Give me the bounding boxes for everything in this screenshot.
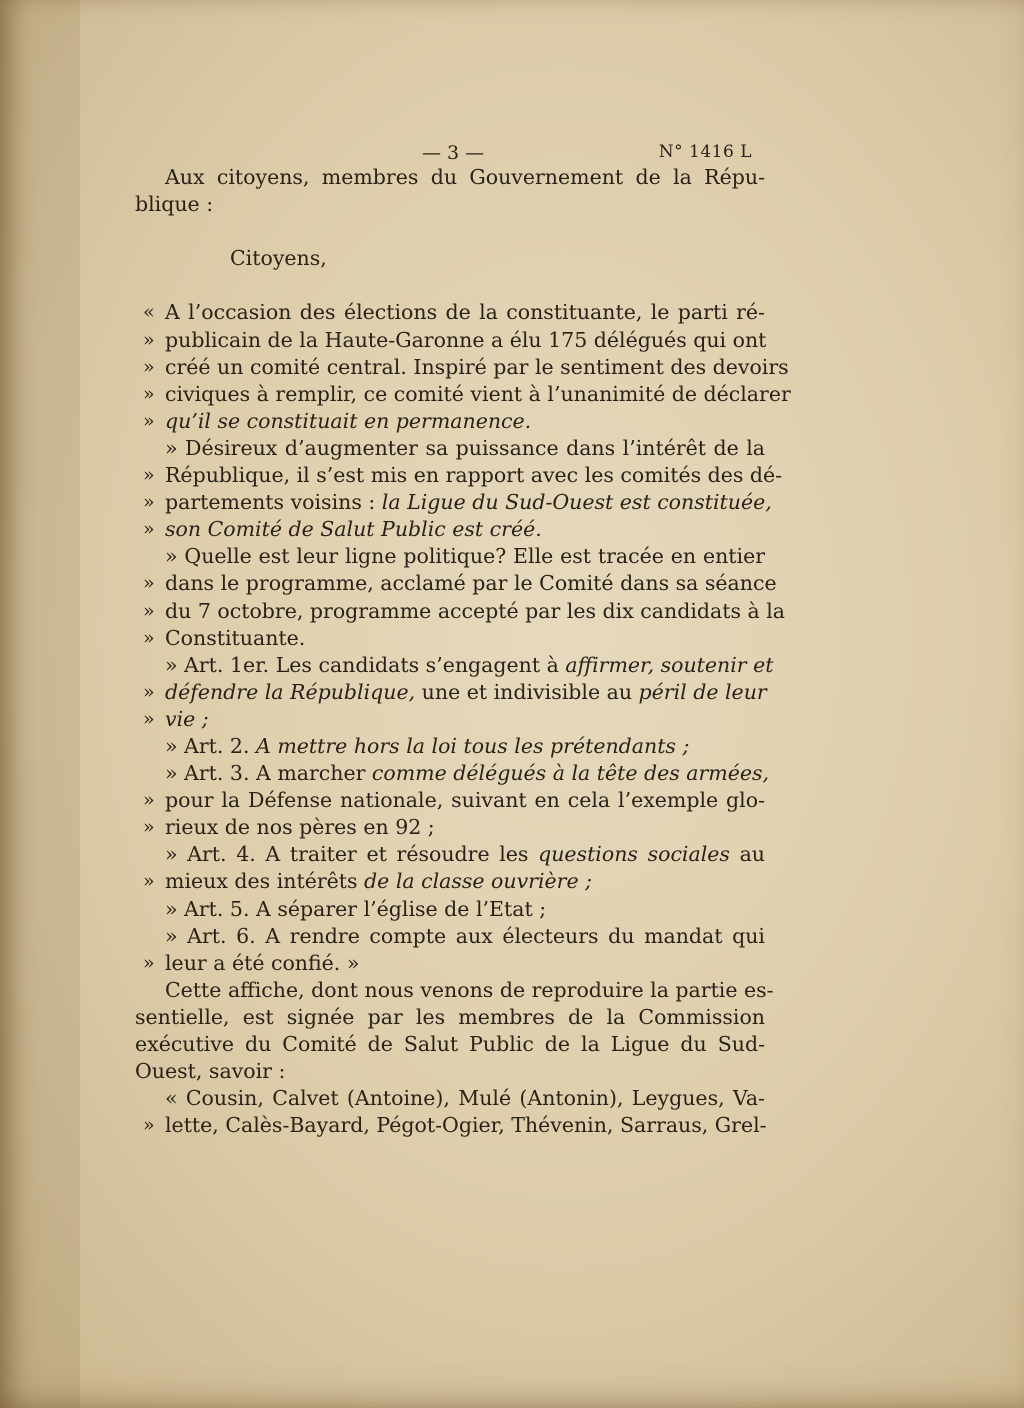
roman-text: blique : (135, 192, 214, 217)
italic-text: la Ligue du Sud-Ouest est constituée, (381, 490, 772, 515)
quote-mark: » (143, 518, 155, 541)
quote-mark: » (143, 1114, 155, 1137)
roman-text: du 7 octobre, programme accepté par les dix candidats à la (165, 598, 786, 623)
roman-text: exécutive du Comité de Salut Public de la Ligue du Sud- (135, 1032, 765, 1056)
text-line (135, 841, 765, 868)
roman-text: » Art. 5. A séparer l’église de l’Etat ; (165, 896, 547, 921)
line-content (165, 435, 765, 462)
text-line (135, 245, 765, 272)
text-line (135, 598, 786, 625)
text-line (135, 868, 765, 895)
quote-mark: » (143, 707, 155, 730)
roman-text: » Art. 3. A marcher (165, 761, 372, 786)
line-content (135, 1031, 765, 1058)
text-line (135, 516, 765, 543)
roman-text: République, il s’est mis en rapport avec les comités des dé- (165, 463, 783, 488)
page-number: — 3 — (422, 142, 485, 164)
italic-text: défendre la République, (165, 679, 416, 704)
text-line (135, 381, 791, 408)
text-line (135, 543, 765, 570)
quote-mark: » (143, 870, 155, 893)
line-content (165, 570, 777, 597)
italic-text: A mettre hors la loi tous les prétendants ; (256, 733, 690, 758)
italic-text: vie ; (165, 706, 209, 731)
roman-text: » Art. 4. A traiter et résoudre les (165, 842, 539, 867)
roman-text: Cette affiche, dont nous venons de reproduire la partie es- (165, 977, 774, 1002)
text-line (135, 1058, 765, 1085)
text-line (135, 787, 765, 814)
text-line (135, 1031, 765, 1058)
quote-mark: » (143, 572, 155, 595)
roman-text: partements voisins : (165, 490, 382, 515)
roman-text: pour la Défense nationale, suivant en cela l’exemple glo- (165, 788, 765, 813)
line-content (165, 626, 305, 650)
text-line (135, 625, 765, 652)
line-content (165, 462, 783, 489)
roman-text: » Art. 1er. Les candidats s’engagent à (165, 652, 566, 677)
line-content (165, 679, 765, 706)
roman-text: une et indivisible au (415, 679, 639, 704)
line-content (135, 192, 213, 216)
italic-text: comme délégués à la tête des armées, (371, 761, 770, 786)
line-content (165, 164, 765, 191)
line-content (165, 327, 765, 354)
line-content (165, 543, 765, 570)
text-line (135, 570, 777, 597)
italic-text: qu’il se constituait en permanence. (165, 408, 532, 433)
text-line (135, 1085, 765, 1112)
roman-text: « Cousin, Calvet (Antoine), Mulé (Antonin), Leygues, Va- (165, 1086, 765, 1111)
text-line (135, 164, 765, 191)
page-edge-stain (0, 0, 80, 1408)
roman-text: sentielle, est signée par les membres de la Commission (135, 1004, 765, 1029)
line-content (165, 815, 435, 839)
text-line (135, 706, 765, 733)
quote-mark: » (143, 382, 155, 405)
body-text (135, 164, 791, 1139)
roman-text: dans le programme, acclamé par le Comité dans sa séance (165, 571, 777, 596)
roman-text: Ouest, savoir : (135, 1059, 286, 1084)
roman-text: » Art. 6. A rendre compte aux électeurs du mandat qui (165, 923, 765, 948)
text-line (135, 923, 765, 950)
line-content (165, 760, 770, 787)
text-line (135, 814, 765, 841)
line-content (165, 489, 772, 516)
text-line (135, 299, 765, 326)
italic-text: questions sociales (538, 842, 730, 867)
italic-text: de la classe ouvrière ; (364, 869, 593, 894)
roman-text: Aux citoyens, membres du Gouvernement de la Répu- (165, 165, 765, 189)
roman-text: lette, Calès-Bayard, Pégot-Ogier, Thévenin, Sarraus, Grel- (165, 1113, 767, 1138)
text-line (135, 896, 765, 923)
quote-mark: » (143, 409, 155, 432)
quote-mark: » (143, 626, 155, 649)
line-content (165, 977, 774, 1004)
roman-text: Citoyens, (230, 246, 327, 271)
quote-mark: » (143, 816, 155, 839)
text-line (135, 760, 770, 787)
italic-text: affirmer, soutenir et (565, 652, 774, 677)
text-line (135, 950, 765, 977)
italic-text: péril de leur (638, 679, 767, 704)
text-line (135, 1004, 765, 1031)
text-line (135, 327, 765, 354)
text-line (135, 191, 765, 218)
quote-mark: « (143, 301, 155, 324)
line-content (165, 869, 592, 893)
roman-text: créé un comité central. Inspiré par le sentiment des devoirs (165, 354, 789, 379)
italic-text: son Comité de Salut Public est créé. (165, 517, 542, 542)
line-content (135, 1004, 765, 1031)
line-content (165, 897, 546, 921)
line-content (165, 299, 765, 326)
line-content (165, 381, 791, 408)
document-number: N° 1416 L (658, 142, 752, 162)
text-line (135, 1112, 765, 1139)
roman-text: publicain de la Haute-Garonne a élu 175 délégués qui ont (165, 327, 767, 352)
text-line (135, 977, 774, 1004)
quote-mark: » (143, 951, 155, 974)
text-line (135, 462, 783, 489)
line-content (165, 517, 542, 541)
blank-line (135, 272, 765, 299)
line-content (165, 787, 765, 814)
line-content (165, 1112, 765, 1139)
roman-text: Constituante. (165, 625, 306, 650)
roman-text: leur a été confié. » (165, 950, 360, 975)
roman-text: mieux des intérêts (165, 869, 365, 894)
roman-text: civiques à remplir, ce comité vient à l’unanimité de déclarer (165, 381, 791, 406)
text-line (135, 679, 765, 706)
line-content (165, 734, 689, 758)
line-content (165, 1085, 765, 1112)
line-content (165, 951, 359, 975)
line-content (165, 707, 209, 731)
text-line (135, 733, 765, 760)
roman-text: A l’occasion des élections de la constituante, le parti ré- (165, 300, 765, 325)
text-line (135, 489, 772, 516)
quote-mark: » (143, 599, 155, 622)
roman-text: au (729, 842, 765, 867)
quote-mark: » (143, 464, 155, 487)
text-line (135, 354, 789, 381)
roman-text: » Quelle est leur ligne politique? Elle est tracée en entier (165, 544, 765, 569)
line-content (135, 1059, 285, 1083)
quote-mark: » (143, 328, 155, 351)
text-line (135, 408, 765, 435)
line-content (230, 246, 327, 270)
quote-mark: » (143, 789, 155, 812)
line-content (165, 354, 789, 381)
quote-mark: » (143, 491, 155, 514)
line-content (165, 841, 765, 868)
quote-mark: » (143, 355, 155, 378)
roman-text: » Art. 2. (165, 733, 257, 758)
line-content (165, 923, 765, 950)
quote-mark: » (143, 680, 155, 703)
line-content (165, 652, 774, 679)
roman-text: » Désireux d’augmenter sa puissance dans l’intérêt de la (165, 435, 765, 460)
line-content (165, 598, 786, 625)
line-content (165, 409, 531, 433)
blank-line (135, 218, 765, 245)
text-line (135, 652, 774, 679)
text-line (135, 435, 765, 462)
roman-text: rieux de nos pères en 92 ; (165, 815, 435, 840)
